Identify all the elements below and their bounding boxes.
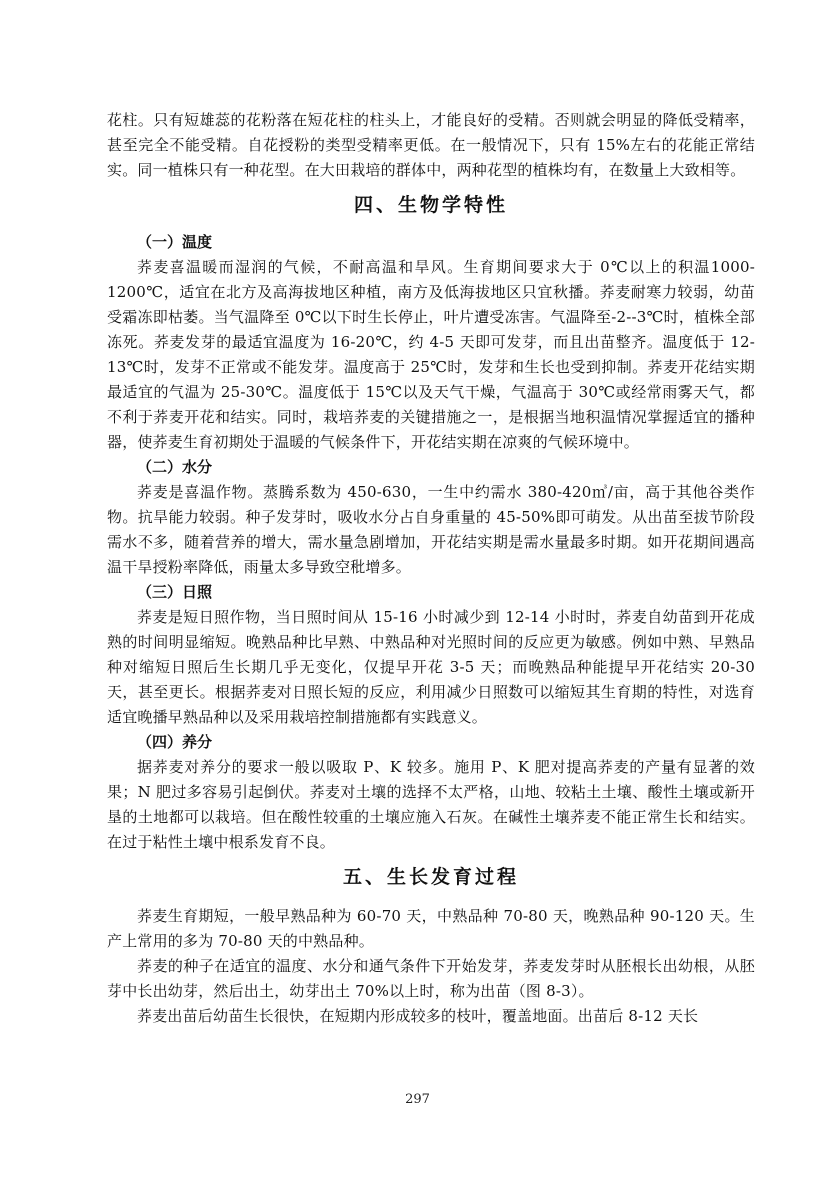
section-heading-growth-process: 五、生长发育过程: [342, 866, 519, 888]
growth-paragraph-2: 荞麦的种子在适宜的温度、水分和通气条件下开始发芽，荞麦发芽时从胚根长出幼根，从胚芽中长出幼芽，然后出土，幼芽出土 70%以上时，称为出苗（图 8-3）。: [107, 957, 755, 1000]
page-body: [107, 108, 755, 1029]
subsection-title-sunlight: （三）日照: [137, 583, 213, 601]
water-paragraph: 荞麦是喜温作物。蒸腾系数为 450-630，一生中约需水 380-420㎥/亩，高于其他谷类作物。抗旱能力较弱。种子发芽时，吸收水分占自身重量的 45-50%即可萌发。从出苗至拔节阶段需水不多，随着营养的增大，需水量急剧增加，开花结实期是需水量最多时期。如开花期间遇高温干旱授粉率降低，雨量太多导致空秕增多。: [107, 483, 755, 576]
section-heading-biological-characteristics: 四、生物学特性: [353, 194, 508, 216]
growth-paragraph-3: 荞麦出苗后幼苗生长很快，在短期内形成较多的枝叶，覆盖地面。出苗后 8-12 天长: [137, 1007, 699, 1025]
temperature-paragraph: 荞麦喜温暖而湿润的气候，不耐高温和旱风。生育期间要求大于 0℃以上的积温1000-1200℃，适宜在北方及高海拔地区种植，南方及低海拔地区只宜秋播。荞麦耐寒力较弱，幼苗受霜冻即枯萎。当气温降至 0℃以下时生长停止，叶片遭受冻害。气温降至-2--3℃时，植株全部冻死。荞麦发芽的最适宜温度为 16-20℃，约 4-5 天即可发芽，而且出苗整齐。温度低于 12-13℃时，发芽不正常或不能发芽。温度高于 25℃时，发芽和生长也受到抑制。荞麦开花结实期最适宜的气温为 25-30℃。温度低于 15℃以及天气干燥，气温高于 30℃或经常雨雾天气，都不利于荞麦开花和结实。同时，栽培荞麦的关键措施之一，是根据当地积温情况掌握适宜的播种器，使荞麦生育初期处于温暖的气候条件下，开花结实期在凉爽的气候环境中。: [107, 258, 755, 451]
subsection-title-nutrients: （四）养分: [137, 733, 213, 751]
page-number: 297: [405, 1092, 430, 1107]
growth-paragraph-1: 荞麦生育期短，一般早熟品种为 60-70 天，中熟品种 70-80 天，晚熟品种 90-120 天。生产上常用的多为 70-80 天的中熟品种。: [107, 907, 755, 950]
intro-paragraph: 花柱。只有短雄蕊的花粉落在短花柱的柱头上，才能良好的受精。否则就会明显的降低受精率，甚至完全不能受精。自花授粉的类型受精率更低。在一般情况下，只有 15%左右的花能正常结实。同一植株只有一种花型。在大田栽培的群体中，两种花型的植株均有，在数量上大致相等。: [107, 111, 755, 179]
nutrients-paragraph: 据荞麦对养分的要求一般以吸取 P、K 较多。施用 P、K 肥对提高荞麦的产量有显著的效果；N 肥过多容易引起倒伏。荞麦对土壤的选择不太严格，山地、较粘土土壤、酸性土壤或新开垦的土地都可以栽培。但在酸性较重的土壤应施入石灰。在碱性土壤荞麦不能正常生长和结实。在过于粘性土壤中根系发育不良。: [107, 758, 755, 851]
subsection-title-temperature: （一）温度: [137, 233, 213, 251]
subsection-title-water: （二）水分: [137, 458, 213, 476]
sunlight-paragraph: 荞麦是短日照作物，当日照时间从 15-16 小时减少到 12-14 小时时，荞麦自幼苗到开花成熟的时间明显缩短。晚熟品种比早熟、中熟品种对光照时间的反应更为敏感。例如中熟、早熟品种对缩短日照后生长期几乎无变化，仅提早开花 3-5 天；而晚熟品种能提早开花结实 20-30 天，甚至更长。根据荞麦对日照长短的反应，利用减少日照数可以缩短其生育期的特性，对选育适宜晚播早熟品种以及采用栽培控制措施都有实践意义。: [107, 608, 755, 726]
